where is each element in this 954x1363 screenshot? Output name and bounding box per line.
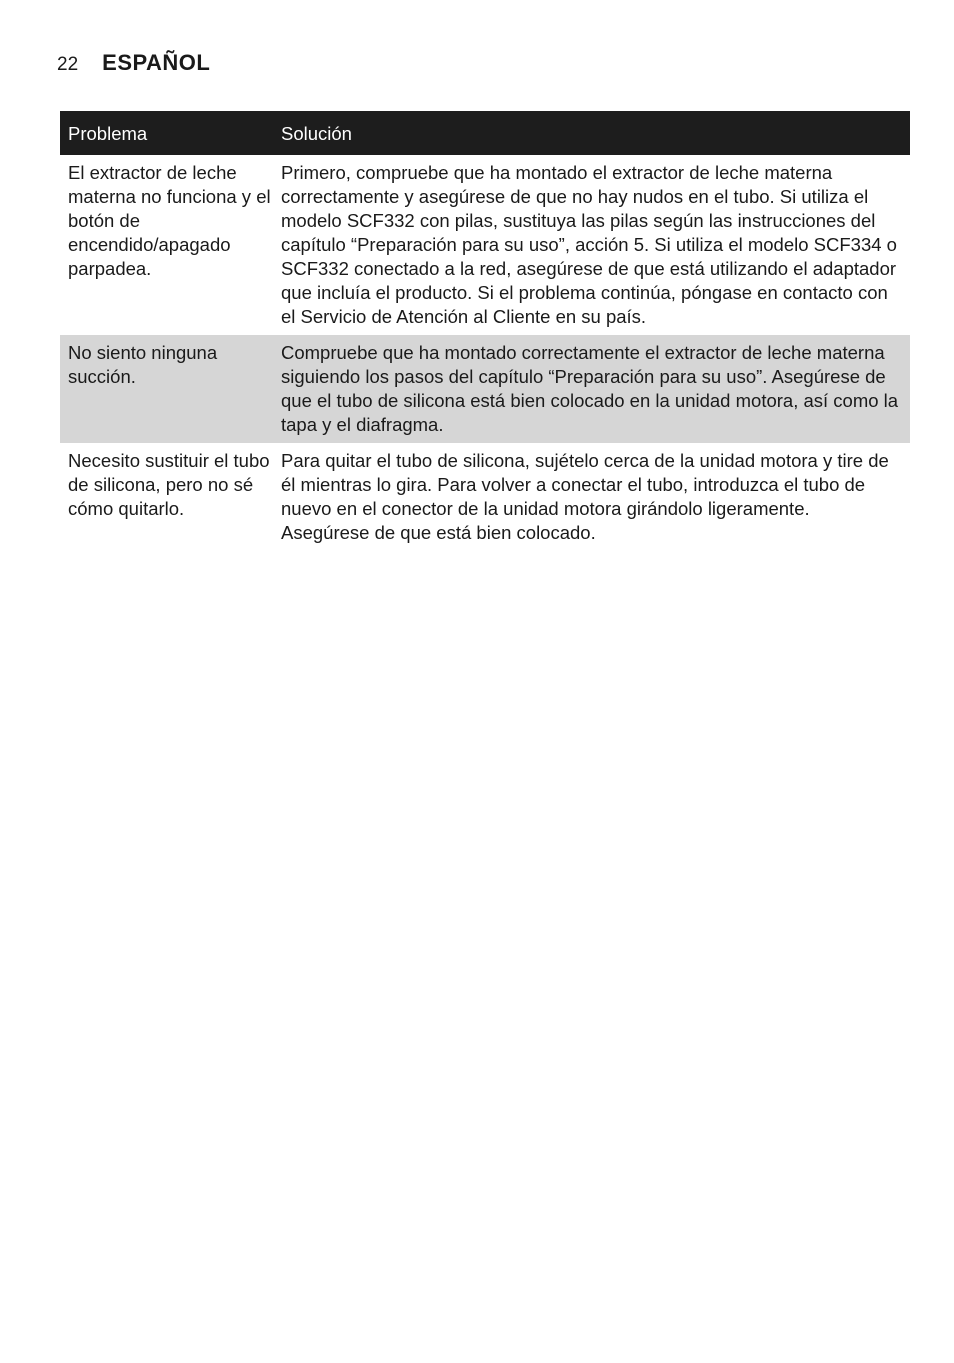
solution-cell: Compruebe que ha montado correctamente el extractor de leche materna siguiendo los pasos del capítulo “Preparación para su uso”. Asegúrese de que el tubo de silicona está bien colocado en la unidad motora, así como la tapa y el diafragma. [281, 342, 899, 435]
section-title: ESPAÑOL [102, 50, 211, 75]
column-header-solution: Solución [281, 122, 352, 144]
table-row [60, 443, 910, 551]
troubleshooting-table [60, 111, 910, 551]
page-number: 22 [57, 54, 79, 75]
table-header [60, 111, 910, 155]
problem-cell: El extractor de leche materna no funciona y el botón de encendido/apagado parpadea. [68, 162, 271, 279]
problem-cell: No siento ninguna succión. [68, 342, 218, 387]
solution-cell: Para quitar el tubo de silicona, sujételo cerca de la unidad motora y tire de él mientras lo gira. Para volver a conectar el tubo, introduzca el tubo de nuevo en el conector de la unidad motora girándolo ligeramente. Asegúrese de que está bien colocado. [281, 450, 889, 543]
table-row [60, 335, 910, 443]
column-header-problem: Problema [68, 122, 148, 144]
problem-cell: Necesito sustituir el tubo de silicona, pero no sé cómo quitarlo. [68, 450, 270, 519]
page-header [57, 50, 210, 80]
solution-cell: Primero, compruebe que ha montado el extractor de leche materna correctamente y asegúrese de que no hay nudos en el tubo. Si utiliza el modelo SCF332 con pilas, sustituya las pilas según las instrucciones del capítulo “Preparación para su uso”, acción 5. Si utiliza el modelo SCF334 o SCF332 conectado a la red, asegúrese de que está utilizando el adaptador que incluía el producto. Si el problema continúa, póngase en contacto con el Servicio de Atención al Cliente en su país. [281, 162, 897, 327]
table-row [60, 155, 910, 335]
